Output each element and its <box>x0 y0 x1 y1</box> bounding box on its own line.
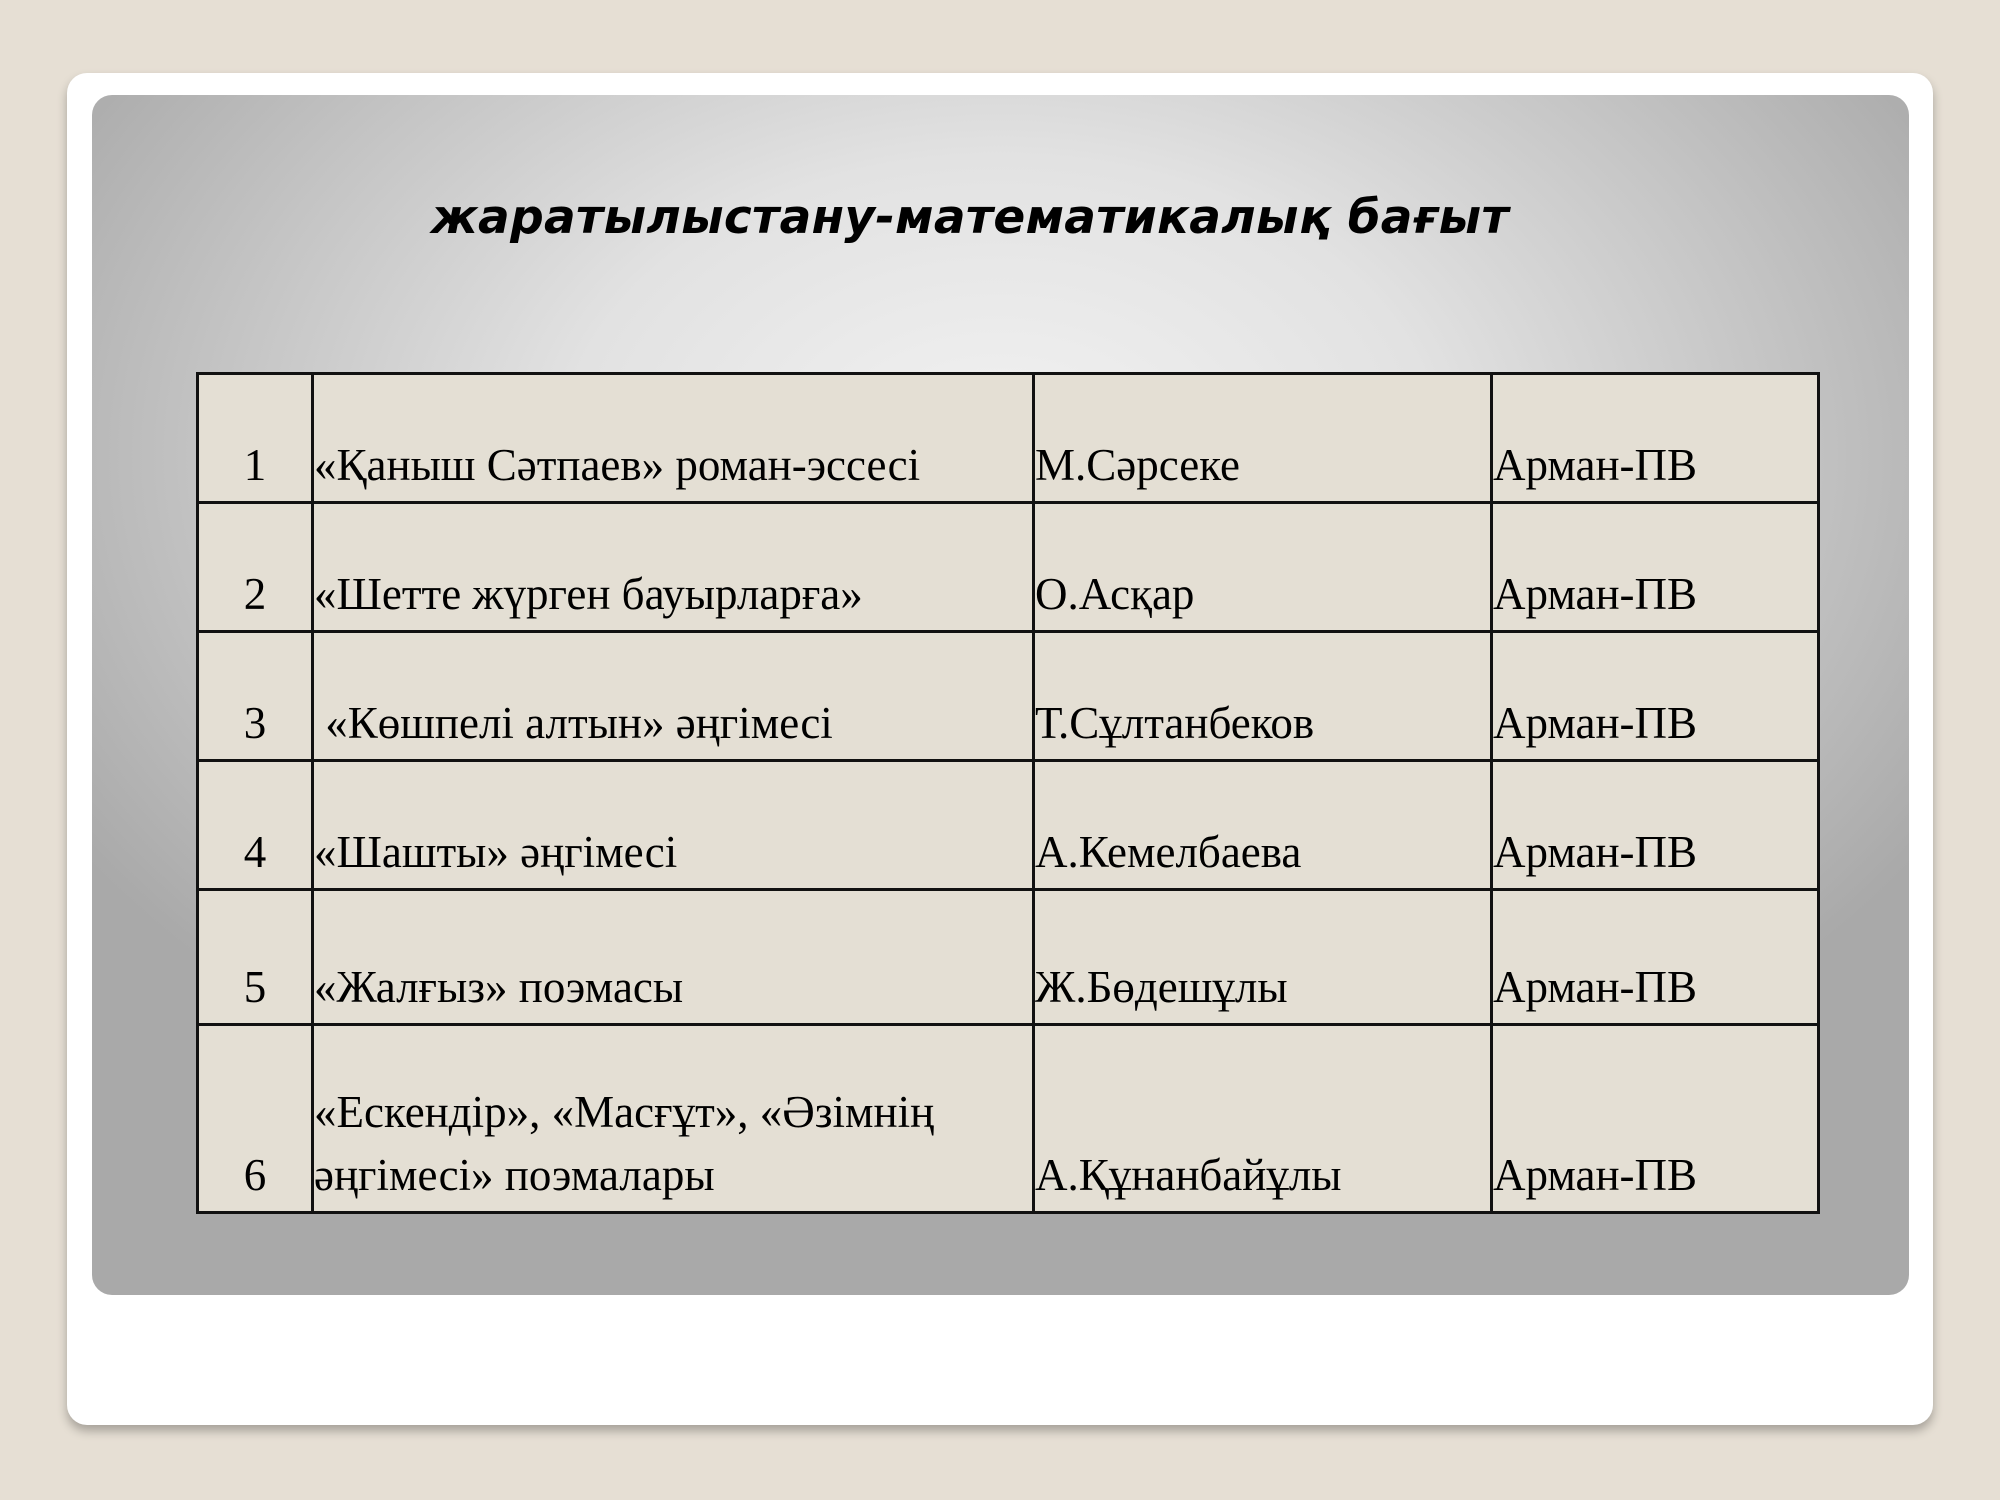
table-row <box>198 374 1819 503</box>
book-author: Т.Сұлтанбеков <box>1034 632 1492 761</box>
book-title: «Қаныш Сәтпаев» роман-эссесі <box>313 374 1034 503</box>
table-row <box>198 761 1819 890</box>
table-row <box>198 1025 1819 1213</box>
row-number: 3 <box>198 632 313 761</box>
book-author: О.Асқар <box>1034 503 1492 632</box>
book-author: Ж.Бөдешұлы <box>1034 890 1492 1025</box>
book-author: А.Құнанбайұлы <box>1034 1025 1492 1213</box>
slide-title: жаратылыстану-математикалық бағыт <box>430 190 1509 245</box>
book-title: «Шашты» әңгімесі <box>313 761 1034 890</box>
book-publisher: Арман-ПВ <box>1492 761 1819 890</box>
book-title: «Көшпелі алтын» әңгімесі <box>313 632 1034 761</box>
row-number: 5 <box>198 890 313 1025</box>
row-number: 2 <box>198 503 313 632</box>
book-title: «Шетте жүрген бауырларға» <box>313 503 1034 632</box>
book-publisher: Арман-ПВ <box>1492 632 1819 761</box>
row-number: 4 <box>198 761 313 890</box>
book-author: А.Кемелбаева <box>1034 761 1492 890</box>
book-author: М.Сәрсеке <box>1034 374 1492 503</box>
book-publisher: Арман-ПВ <box>1492 1025 1819 1213</box>
book-title: «Ескендір», «Масғұт», «Әзімнің әңгімесі» поэмалары <box>313 1025 1034 1213</box>
book-publisher: Арман-ПВ <box>1492 374 1819 503</box>
book-publisher: Арман-ПВ <box>1492 503 1819 632</box>
row-number: 1 <box>198 374 313 503</box>
table-row <box>198 503 1819 632</box>
book-title: «Жалғыз» поэмасы <box>313 890 1034 1025</box>
row-number: 6 <box>198 1025 313 1213</box>
book-publisher: Арман-ПВ <box>1492 890 1819 1025</box>
table-row <box>198 632 1819 761</box>
table-row <box>198 890 1819 1025</box>
books-table <box>196 372 1820 1214</box>
